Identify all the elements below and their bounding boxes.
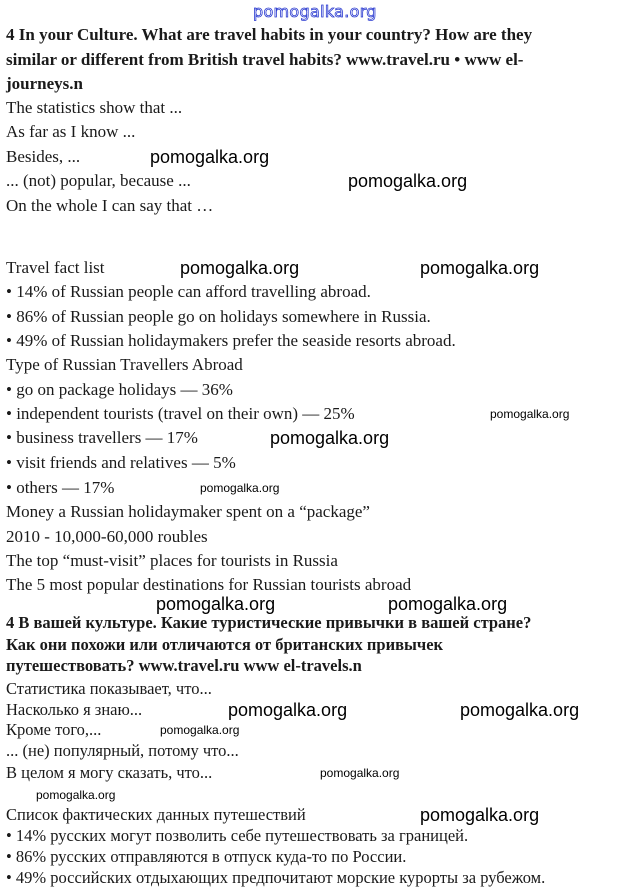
fact-line: The top “must-visit” places for tourists in Russia [6,551,338,570]
phrase-line: The statistics show that ... [6,98,183,117]
watermark: pomogalka.org [320,766,400,780]
phrase-line: On the whole I can say that … [6,196,214,215]
fact-line: • 49% of Russian holidaymakers prefer the seaside resorts abroad. [6,331,456,350]
russian-title-line: 4 В вашей культуре. Какие туристические привычки в вашей стране? [6,613,532,632]
fact-line: • 14% of Russian people can afford travelling abroad. [6,282,371,301]
fact-line: • 86% of Russian people go on holidays somewhere in Russia. [6,307,431,326]
phrase-line: ... (not) popular, because ... [6,171,191,190]
fact-line: Money a Russian holidaymaker spent on a “package” [6,502,370,521]
watermark: pomogalka.org [228,700,348,720]
fact-line: • business travellers — 17% [6,428,198,447]
fact-line: 2010 - 10,000-60,000 roubles [6,527,208,546]
fact-line: • independent tourists (travel on their own) — 25% [6,404,355,423]
fact-line: • 14% русских могут позволить себе путешествовать за границей. [6,826,469,845]
phrase-line: Статистика показывает, что... [6,679,212,698]
phrase-line: As far as I know ... [6,122,136,141]
watermark: pomogalka.org [150,147,270,167]
watermark: pomogalka.org [180,258,300,278]
fact-list-heading: Travel fact list [6,258,105,277]
fact-line: • visit friends and relatives — 5% [6,453,236,472]
watermark: pomogalka.org [348,171,468,191]
watermark: pomogalka.org [388,594,508,614]
russian-title-line: путешествовать? www.travel.ru www el-travels.n [6,656,362,675]
watermark: pomogalka.org [420,258,540,278]
english-title-line: journeys.n [6,74,83,93]
watermark: pomogalka.org [490,407,570,421]
fact-line: The 5 most popular destinations for Russian tourists abroad [6,575,412,594]
phrase-line: Besides, ... [6,147,81,166]
english-title-line: 4 In your Culture. What are travel habits in your country? How are they [6,25,533,44]
watermark: pomogalka.org [156,594,276,614]
watermark: pomogalka.org [270,428,390,448]
watermark: pomogalka.org [460,700,580,720]
phrase-line: Кроме того,... [6,720,102,739]
fact-line: • go on package holidays — 36% [6,380,233,399]
fact-line: • 86% русских отправляются в отпуск куда-то по России. [6,847,407,866]
watermark: pomogalka.org [160,723,240,737]
fact-line: • 49% российских отдыхающих предпочитают морские курорты за рубежом. [6,868,546,887]
fact-line: Type of Russian Travellers Abroad [6,355,243,374]
fact-line: • others — 17% [6,478,115,497]
watermark: pomogalka.org [420,805,540,825]
phrase-line: В целом я могу сказать, что... [6,763,213,782]
russian-title-line: Как они похожи или отличаются от британских привычек [6,635,444,654]
watermark: pomogalka.org [200,481,280,495]
phrase-line: Насколько я знаю... [6,700,143,719]
header-watermark: pomogalka.org [253,2,377,21]
fact-list-heading: Список фактических данных путешествий [6,805,306,824]
watermark: pomogalka.org [36,788,116,802]
english-title-line: similar or different from British travel habits? www.travel.ru • www el- [6,50,524,69]
phrase-line: ... (не) популярный, потому что... [6,741,239,760]
